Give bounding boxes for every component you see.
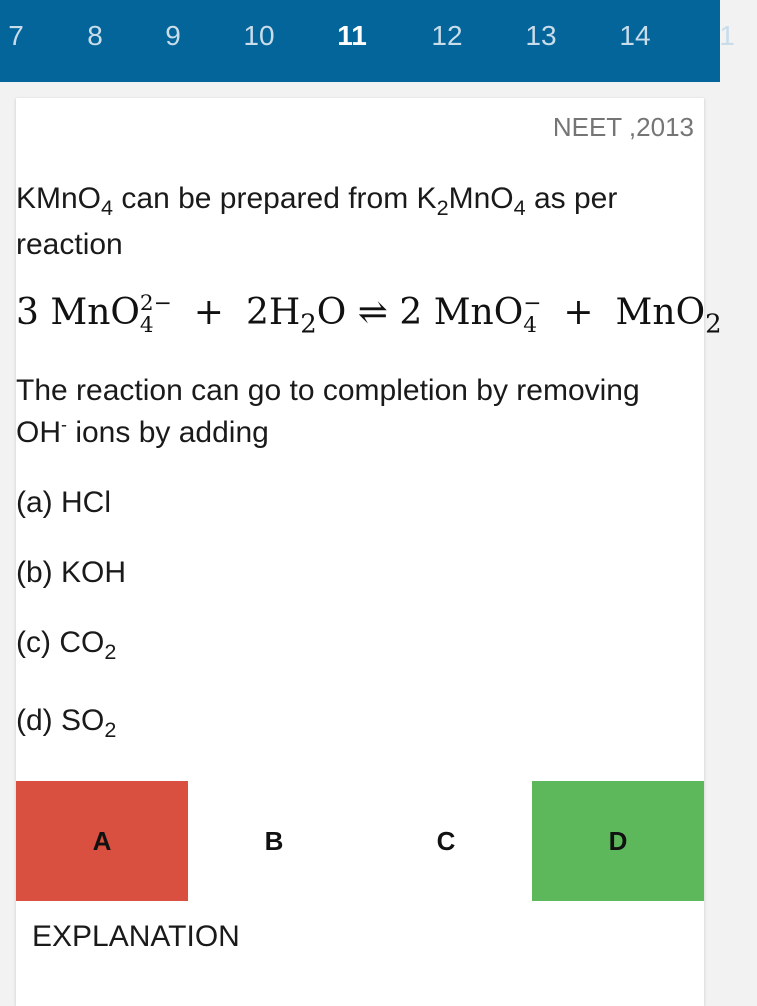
question-number-bar — [0, 0, 735, 82]
answer-button-a[interactable]: A — [16, 781, 188, 901]
question-number-14[interactable]: 14 — [619, 20, 651, 51]
option-c: (c) $CO_2$ — [16, 626, 117, 664]
answer-choices-row — [16, 781, 704, 901]
question-card — [16, 98, 722, 1006]
option-b: (b) KOH — [16, 556, 127, 589]
question-number-7[interactable]: 7 — [8, 20, 24, 51]
explanation-heading[interactable]: EXPLANATION — [32, 920, 240, 953]
exam-source-label: NEET ,2013 — [552, 112, 694, 142]
reaction-equation: 3 MnO 2− 4 + $2H_2O$ ⇌ 2 MnO − 4 + MnO$_2$ — [16, 291, 722, 340]
question-number-9[interactable]: 9 — [165, 20, 181, 51]
question-text: KMnO$_4$ can be prepared from $K_2MnO_4$ as per reaction — [16, 182, 618, 261]
answer-button-d[interactable]: D — [532, 781, 704, 901]
question-number-15-partial[interactable]: 1 — [719, 20, 735, 51]
question-number-12[interactable]: 12 — [431, 20, 463, 51]
question-number-11-active[interactable]: 11 — [337, 20, 367, 51]
option-a: (a) HCl — [16, 486, 111, 519]
question-number-8[interactable]: 8 — [87, 20, 103, 51]
question-statement: The reaction can go to completion by removing OH- ions by adding — [16, 374, 640, 449]
question-number-13[interactable]: 13 — [525, 20, 557, 51]
question-number-10[interactable]: 10 — [243, 20, 275, 51]
answer-button-b[interactable]: B — [264, 826, 284, 856]
answer-button-c[interactable]: C — [436, 826, 456, 856]
option-d: (d) $SO_2$ — [16, 704, 117, 742]
